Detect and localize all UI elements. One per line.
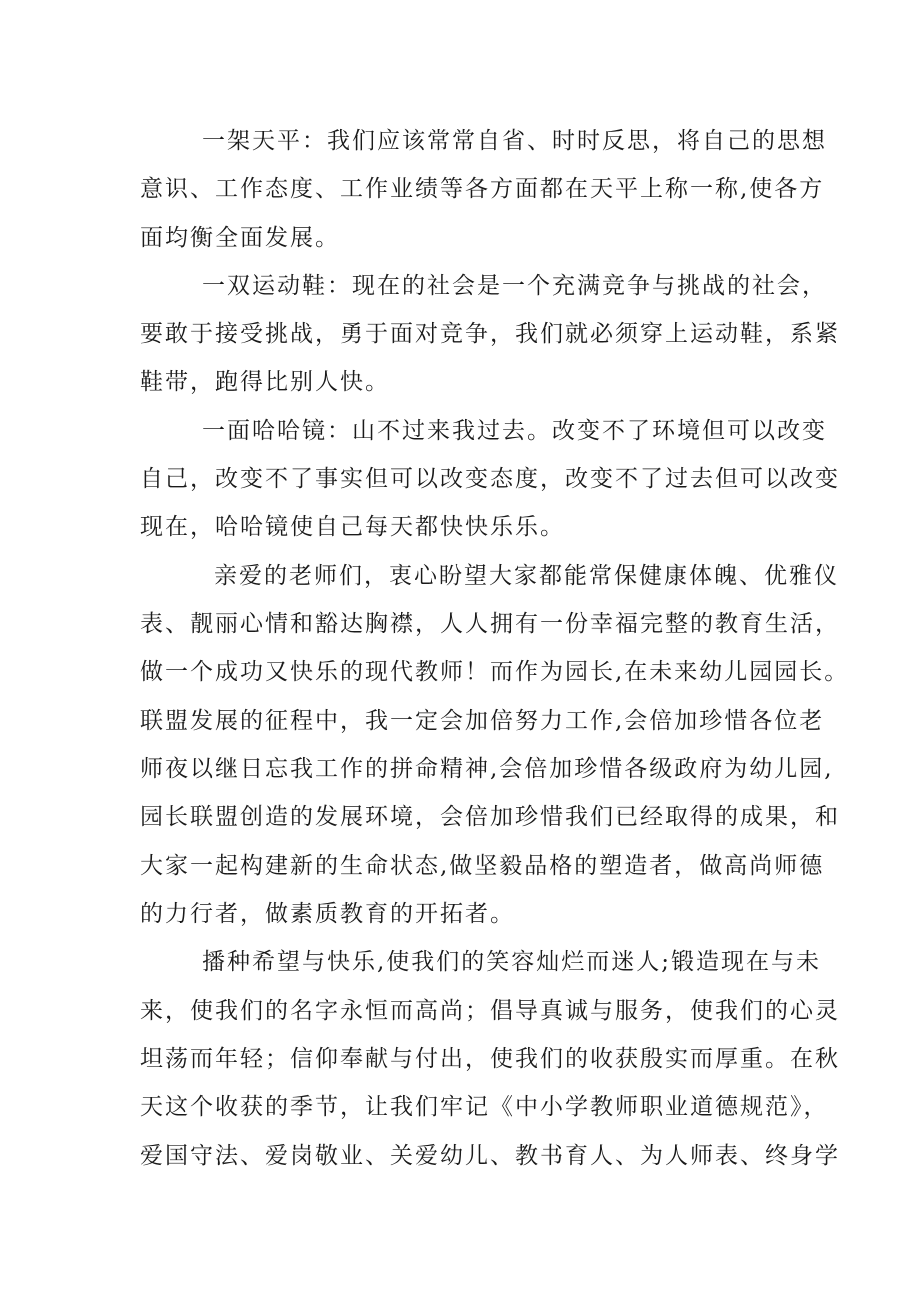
text-line: 面均衡全面发展。 [140,225,340,251]
text-line: 爱国守法、爱岗敬业、关爱幼儿、教书育人、为人师表、终身学 [140,1143,840,1169]
text-line: 做一个成功又快乐的现代教师！而作为园长,在未来幼儿园园长。 [140,659,850,685]
text-line: 表、靓丽心情和豁达胸襟，人人拥有一份幸福完整的教育生活， [140,611,840,637]
text-line: 播种希望与快乐,使我们的笑容灿烂而迷人;锻造现在与未 [202,949,822,975]
text-line: 亲爱的老师们，衷心盼望大家都能常保健康体魄、优雅仪 [214,563,839,589]
text-line: 师夜以继日忘我工作的拼命精神,会倍加珍惜各级政府为幼儿园, [140,756,834,782]
text-line: 来，使我们的名字永恒而高尚；倡导真诚与服务，使我们的心灵 [140,998,840,1024]
text-line: 一面哈哈镜：山不过来我过去。改变不了环境但可以改变 [202,418,827,444]
text-line: 园长联盟创造的发展环境，会倍加珍惜我们已经取得的成果，和 [140,804,840,830]
text-line: 大家一起构建新的生命状态,做坚毅品格的塑造者，做高尚师德 [140,853,825,879]
text-line: 一架天平：我们应该常常自省、时时反思，将自己的思想 [202,128,827,154]
text-line: 自己，改变不了事实但可以改变态度，改变不了过去但可以改变 [140,466,840,492]
text-line: 坦荡而年轻；信仰奉献与付出，使我们的收获殷实而厚重。在秋 [140,1046,840,1072]
text-line: 天这个收获的季节，让我们牢记《中小学教师职业道德规范》， [140,1094,829,1120]
text-line: 鞋带，跑得比别人快。 [140,369,390,395]
text-line: 要敢于接受挑战，勇于面对竞争，我们就必须穿上运动鞋，系紧 [140,321,840,347]
text-line: 联盟发展的征程中，我一定会加倍努力工作,会倍加珍惜各位老 [140,708,825,734]
text-line: 意识、工作态度、工作业绩等各方面都在天平上称一称,使各方 [140,176,825,202]
text-line: 现在，哈哈镜使自己每天都快快乐乐。 [140,514,565,540]
text-line: 的力行者，做素质教育的开拓者。 [140,901,515,927]
text-line: 一双运动鞋：现在的社会是一个充满竞争与挑战的社会， [202,273,827,299]
